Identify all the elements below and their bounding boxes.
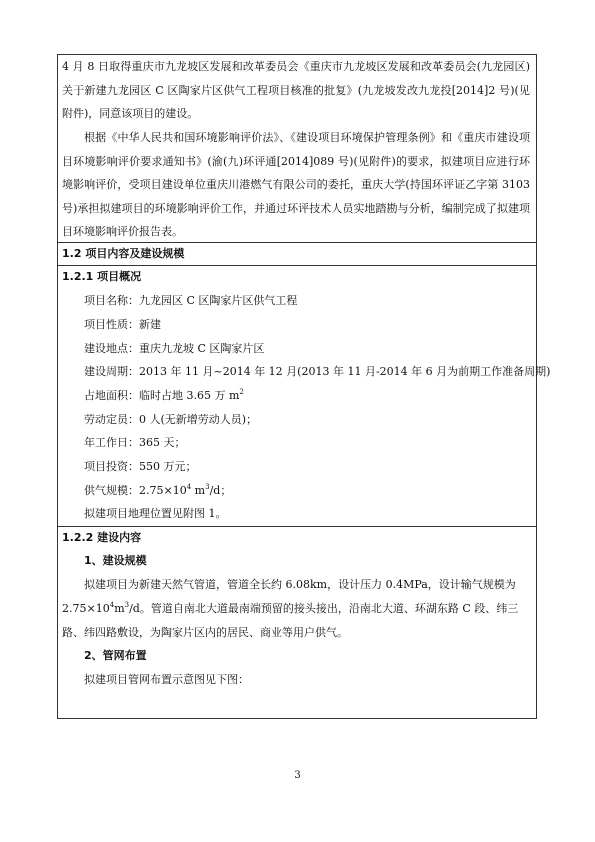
project-area: 占地面积：临时占地 3.65 万 $m^2$ xyxy=(84,388,244,402)
construction-scale-heading: 1、建设规模 xyxy=(84,554,147,567)
intro-paragraph-2: 根据《中华人民共和国环境影响评价法》、《建设项目环境保护管理条例》和《重庆市建设项目环境影响评价要求通知书》(渝(九)环评通[2014]089 号)(见附件)的要求，拟建项目应进行环境影响评价，受项目建设单位重庆川港燃气有限公司的委托，重庆大学(持国环评证乙字第 3103 号)承担拟建项目的环境影响评价工作，并通过环评技术人员实地踏勘与分析，编制完成了拟建项目环境影响评价报告表。 xyxy=(62,131,530,238)
project-nature: 项目性质：新建 xyxy=(84,318,161,331)
project-staffing: 劳动定员：0 人(无新增劳动人员)； xyxy=(84,413,258,426)
project-supply-scale: 供气规模：$2.75\times 10^4$ $m^3/d$； xyxy=(84,483,232,497)
project-location: 建设地点：重庆九龙坡 C 区陶家片区 xyxy=(84,342,265,355)
project-name: 项目名称：九龙园区 C 区陶家片区供气工程 xyxy=(84,294,298,307)
project-workdays: 年工作日：365 天； xyxy=(84,436,186,449)
construction-scale-line-3: 路、纬四路敷设，为陶家片区内的居民、商业等用户供气。 xyxy=(62,626,348,639)
section-1-2-heading: 1.2 项目内容及建设规模 xyxy=(62,247,185,260)
page-number: 3 xyxy=(294,770,301,781)
section-1-2-1-heading: 1.2.1 项目概况 xyxy=(62,270,142,283)
pipeline-layout-heading: 2、管网布置 xyxy=(84,649,147,662)
project-period: 建设周期：2013 年 11 月~2014 年 12 月(2013 年 11 月-2014 年 6 月为前期工作准备周期) xyxy=(84,365,551,378)
pipeline-layout-text: 拟建项目管网布置示意图见下图： xyxy=(84,673,249,686)
content-table-frame xyxy=(57,54,551,719)
project-investment: 项目投资：550 万元； xyxy=(84,460,197,473)
section-1-2-2-heading: 1.2.2 建设内容 xyxy=(62,531,142,544)
row-divider xyxy=(58,242,536,243)
intro-paragraph-1: 4 月 8 日取得重庆市九龙坡区发展和改革委员会《重庆市九龙坡区发展和改革委员会(九龙园区)关于新建九龙园区 C 区陶家片区供气工程项目核准的批复》(九龙坡发改九龙投[2014]2 号)(见附件)，同意该项目的建设。 xyxy=(62,60,530,120)
row-divider xyxy=(58,526,536,527)
construction-scale-line-1: 拟建项目为新建天然气管道，管道全长约 6.08km，设计压力 0.4MPa，设计输气规模为 xyxy=(84,578,516,591)
location-map-note: 拟建项目地理位置见附图 1。 xyxy=(84,507,227,520)
row-divider xyxy=(58,265,536,266)
construction-scale-line-2: $2.75\times 10^4m^3/d$。管道自南北大道最南端预留的接头接出，沿南北大道、环湖东路 C 段、纬三 xyxy=(62,601,519,615)
